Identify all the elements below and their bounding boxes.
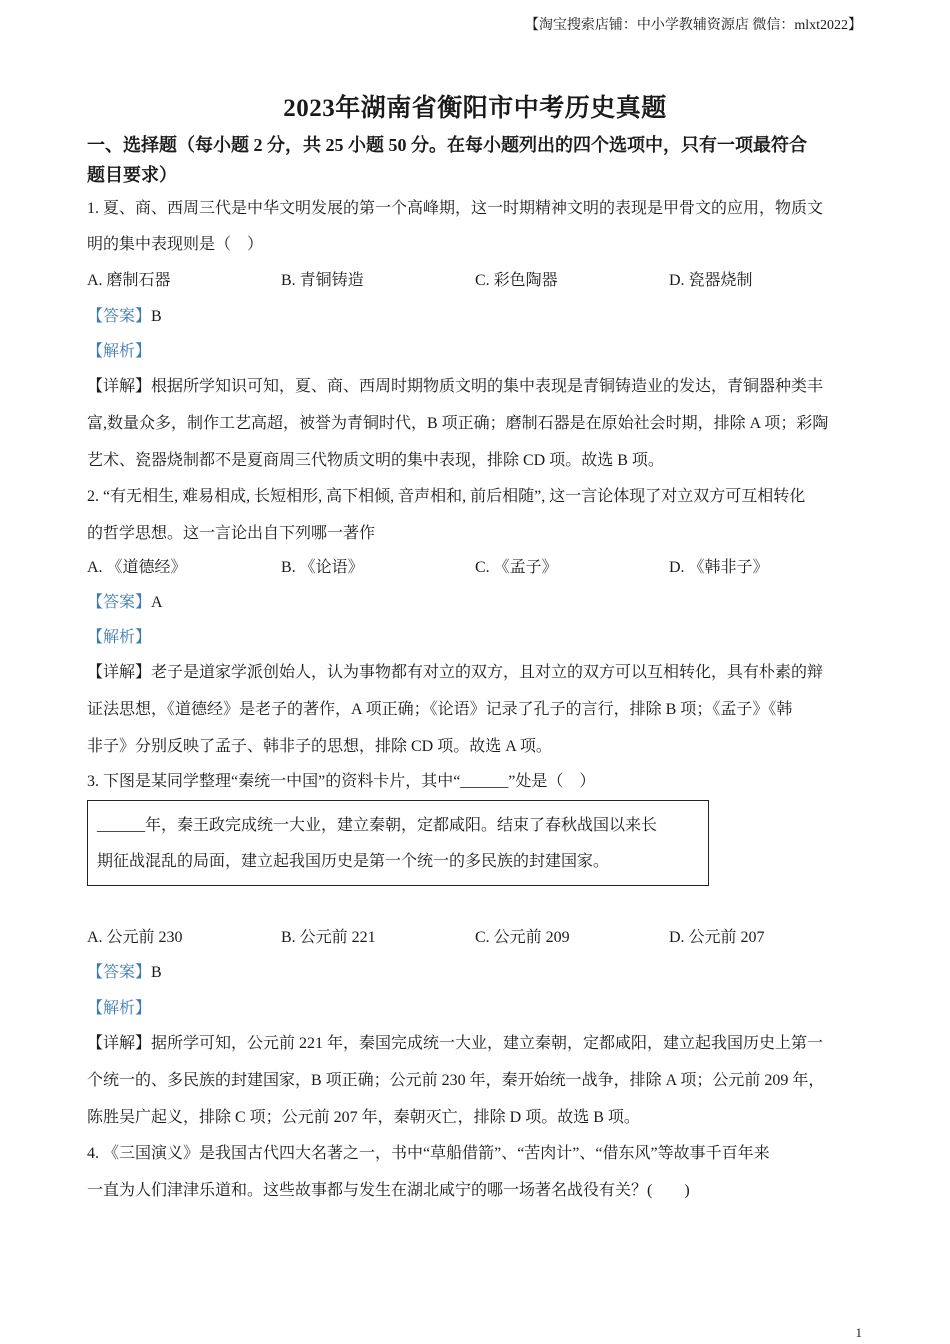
q3-stem-line-1: 3. 下图是某同学整理“秦统一中国”的资料卡片，其中“______”处是（ ） [87, 773, 596, 790]
q4-stem-line-1: 4. 《三国演义》是我国古代四大名著之一，书中“草船借箭”、“苦肉计”、“借东风”等故事千百年来 [87, 1145, 770, 1162]
answer-label: 【答案】 [87, 594, 152, 611]
q2-stem-line-1: 2. “有无相生, 难易相成, 长短相形, 高下相倾, 音声相和, 前后相随”, 这一言论体现了对立双方可互相转化 [87, 488, 806, 505]
q1-detail-line-1 [87, 373, 863, 396]
answer-value: B [151, 964, 162, 981]
q1-answer [87, 303, 863, 326]
q2-detail-line-3: 非子》分别反映了孟子、韩非子的思想，排除 CD 项。故选 A 项。 [87, 738, 552, 755]
page-header: 【淘宝搜索店铺：中小学教辅资源店 微信：mlxt2022】 [524, 18, 862, 33]
q3-option-b: B. 公元前 221 [281, 929, 376, 946]
section-heading-line-1: 一、选择题（每小题 2 分，共 25 小题 50 分。在每小题列出的四个选项中，只有一项最符合 [87, 135, 807, 155]
detail-text: 老子是道家学派创始人，认为事物都有对立的双方，且对立的双方可以互相转化，具有朴素的辩 [151, 664, 824, 681]
section-heading-line-2: 题目要求） [87, 165, 177, 185]
q3-detail-line-2: 个统一的、多民族的封建国家，B 项正确；公元前 230 年，秦开始统一战争，排除 A 项；公元前 209 年， [87, 1072, 825, 1089]
q1-stem-line-1: 1. 夏、商、西周三代是中华文明发展的第一个高峰期，这一时期精神文明的表现是甲骨文的应用，物质文 [87, 200, 824, 217]
q3-answer [87, 959, 863, 982]
q2-answer [87, 589, 863, 612]
q3-card-line-2: 期征战混乱的局面，建立起我国历史是第一个统一的多民族的封建国家。 [97, 853, 610, 870]
q2-detail-line-1 [87, 659, 863, 682]
q2-option-c: C. 《孟子》 [475, 559, 558, 576]
detail-text: 根据所学知识可知，夏、商、西周时期物质文明的集中表现是青铜铸造业的发达，青铜器种类丰 [151, 378, 824, 395]
q2-analysis-label: 【解析】 [87, 629, 152, 646]
q1-analysis-label: 【解析】 [87, 343, 152, 360]
detail-label: 【详解】 [87, 378, 152, 395]
q3-card-line-1: ______年，秦王政完成统一大业，建立秦朝，定都咸阳。结束了春秋战国以来长 [97, 817, 658, 834]
q3-option-a: A. 公元前 230 [87, 929, 183, 946]
q2-option-d: D. 《韩非子》 [669, 559, 769, 576]
answer-value: A [151, 594, 163, 611]
section-heading [87, 130, 863, 190]
q2-option-b: B. 《论语》 [281, 559, 364, 576]
q1-option-a: A. 磨制石器 [87, 272, 171, 289]
q3-info-card [87, 800, 709, 886]
q3-option-d: D. 公元前 207 [669, 929, 765, 946]
q1-detail-line-2: 富,数量众多，制作工艺高超，被誉为青铜时代，B 项正确；磨制石器是在原始社会时期，排除 A 项；彩陶 [87, 415, 829, 432]
q3-analysis-label: 【解析】 [87, 1000, 152, 1017]
q2-stem-line-2: 的哲学思想。这一言论出自下列哪一著作 [87, 525, 376, 542]
detail-label: 【详解】 [87, 1035, 152, 1052]
answer-value: B [151, 308, 162, 325]
q3-option-c: C. 公元前 209 [475, 929, 570, 946]
q1-detail-line-3: 艺术、瓷器烧制都不是夏商周三代物质文明的集中表现，排除 CD 项。故选 B 项。 [87, 452, 664, 469]
detail-label: 【详解】 [87, 664, 152, 681]
q3-detail-line-1 [87, 1030, 863, 1053]
q2-detail-line-2: 证法思想，《道德经》是老子的著作，A 项正确；《论语》记录了孔子的言行，排除 B 项；《孟子》《韩 [87, 701, 793, 718]
q1-option-b: B. 青铜铸造 [281, 272, 364, 289]
answer-label: 【答案】 [87, 964, 152, 981]
page-title: 2023年湖南省衡阳市中考历史真题 [283, 95, 667, 122]
q4-stem-line-2: 一直为人们津津乐道和。这些故事都与发生在湖北咸宁的哪一场著名战役有关？( ) [87, 1182, 690, 1199]
answer-label: 【答案】 [87, 308, 152, 325]
q3-detail-line-3: 陈胜吴广起义，排除 C 项；公元前 207 年，秦朝灭亡，排除 D 项。故选 B 项。 [87, 1109, 640, 1126]
q1-option-c: C. 彩色陶器 [475, 272, 558, 289]
q2-option-a: A. 《道德经》 [87, 559, 187, 576]
detail-text: 据所学可知，公元前 221 年，秦国完成统一大业，建立秦朝，定都咸阳，建立起我国历史上第一 [151, 1035, 824, 1052]
q1-stem-line-2: 明的集中表现则是（ ） [87, 236, 264, 253]
q1-option-d: D. 瓷器烧制 [669, 272, 753, 289]
page-number: 1 [855, 1325, 862, 1340]
